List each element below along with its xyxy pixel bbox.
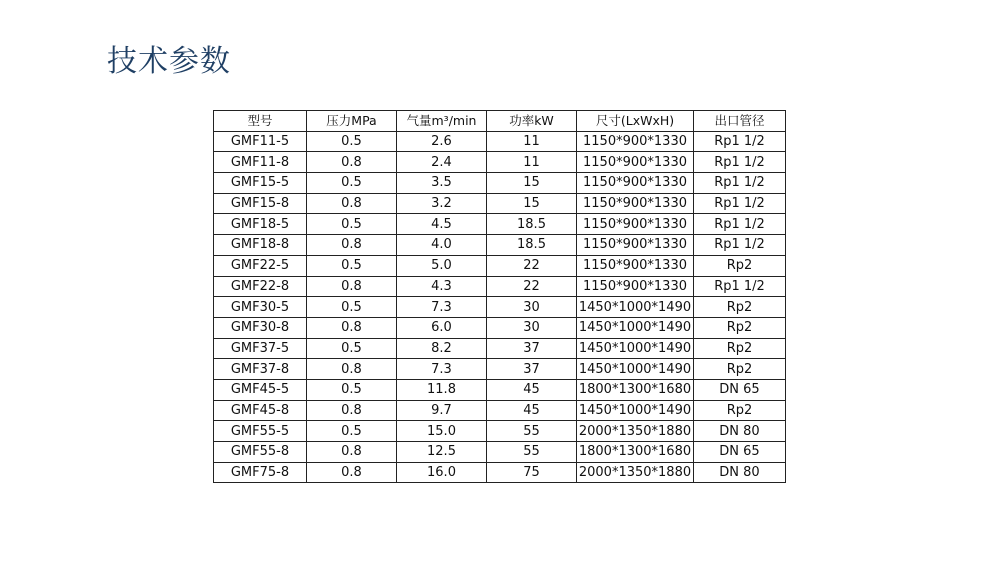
spec-table	[213, 110, 786, 483]
table-row	[214, 338, 786, 359]
cell-outlet-diameter: Rp1 1/2	[694, 214, 786, 235]
table-row	[214, 276, 786, 297]
cell-air-volume: 4.0	[397, 235, 487, 256]
table-row	[214, 193, 786, 214]
cell-power: 30	[487, 317, 577, 338]
cell-dimensions: 1150*900*1330	[577, 214, 694, 235]
cell-outlet-diameter: Rp2	[694, 317, 786, 338]
header-power: 功率kW	[487, 111, 577, 132]
table-row	[214, 359, 786, 380]
cell-power: 55	[487, 421, 577, 442]
cell-model: GMF11-8	[214, 152, 307, 173]
cell-pressure: 0.8	[307, 235, 397, 256]
cell-dimensions: 1150*900*1330	[577, 276, 694, 297]
cell-outlet-diameter: Rp1 1/2	[694, 235, 786, 256]
cell-air-volume: 3.2	[397, 193, 487, 214]
cell-air-volume: 4.5	[397, 214, 487, 235]
cell-dimensions: 1800*1300*1680	[577, 379, 694, 400]
cell-air-volume: 7.3	[397, 297, 487, 318]
cell-model: GMF15-8	[214, 193, 307, 214]
header-model: 型号	[214, 111, 307, 132]
cell-power: 45	[487, 400, 577, 421]
cell-power: 37	[487, 338, 577, 359]
cell-dimensions: 1450*1000*1490	[577, 297, 694, 318]
cell-outlet-diameter: Rp1 1/2	[694, 152, 786, 173]
cell-air-volume: 4.3	[397, 276, 487, 297]
cell-air-volume: 7.3	[397, 359, 487, 380]
cell-model: GMF45-5	[214, 379, 307, 400]
cell-model: GMF55-8	[214, 442, 307, 463]
cell-power: 75	[487, 462, 577, 483]
cell-outlet-diameter: Rp2	[694, 359, 786, 380]
cell-dimensions: 1450*1000*1490	[577, 317, 694, 338]
cell-outlet-diameter: Rp1 1/2	[694, 131, 786, 152]
cell-pressure: 0.5	[307, 173, 397, 194]
cell-pressure: 0.8	[307, 400, 397, 421]
cell-outlet-diameter: Rp1 1/2	[694, 173, 786, 194]
cell-pressure: 0.5	[307, 421, 397, 442]
table-row	[214, 317, 786, 338]
cell-power: 30	[487, 297, 577, 318]
cell-dimensions: 1450*1000*1490	[577, 400, 694, 421]
cell-dimensions: 2000*1350*1880	[577, 462, 694, 483]
cell-model: GMF45-8	[214, 400, 307, 421]
cell-outlet-diameter: DN 65	[694, 379, 786, 400]
cell-pressure: 0.5	[307, 379, 397, 400]
cell-model: GMF55-5	[214, 421, 307, 442]
cell-dimensions: 1150*900*1330	[577, 173, 694, 194]
table-row	[214, 421, 786, 442]
cell-outlet-diameter: DN 80	[694, 462, 786, 483]
page-title: 技术参数	[107, 44, 231, 79]
cell-model: GMF22-8	[214, 276, 307, 297]
cell-air-volume: 6.0	[397, 317, 487, 338]
cell-outlet-diameter: Rp2	[694, 297, 786, 318]
table-row	[214, 442, 786, 463]
cell-air-volume: 9.7	[397, 400, 487, 421]
cell-pressure: 0.8	[307, 442, 397, 463]
cell-air-volume: 3.5	[397, 173, 487, 194]
table-row	[214, 379, 786, 400]
header-air-volume: 气量m³/min	[397, 111, 487, 132]
cell-outlet-diameter: Rp2	[694, 400, 786, 421]
cell-dimensions: 1800*1300*1680	[577, 442, 694, 463]
cell-pressure: 0.5	[307, 255, 397, 276]
cell-power: 37	[487, 359, 577, 380]
cell-outlet-diameter: Rp1 1/2	[694, 276, 786, 297]
cell-model: GMF18-8	[214, 235, 307, 256]
cell-dimensions: 2000*1350*1880	[577, 421, 694, 442]
cell-air-volume: 11.8	[397, 379, 487, 400]
cell-dimensions: 1450*1000*1490	[577, 338, 694, 359]
cell-air-volume: 8.2	[397, 338, 487, 359]
cell-model: GMF22-5	[214, 255, 307, 276]
table-row	[214, 214, 786, 235]
cell-power: 15	[487, 193, 577, 214]
cell-model: GMF75-8	[214, 462, 307, 483]
cell-pressure: 0.5	[307, 338, 397, 359]
cell-air-volume: 15.0	[397, 421, 487, 442]
header-pressure: 压力MPa	[307, 111, 397, 132]
cell-pressure: 0.5	[307, 131, 397, 152]
cell-model: GMF15-5	[214, 173, 307, 194]
cell-pressure: 0.8	[307, 152, 397, 173]
cell-outlet-diameter: Rp2	[694, 338, 786, 359]
cell-outlet-diameter: Rp2	[694, 255, 786, 276]
table-row	[214, 131, 786, 152]
cell-outlet-diameter: DN 65	[694, 442, 786, 463]
cell-outlet-diameter: DN 80	[694, 421, 786, 442]
cell-air-volume: 5.0	[397, 255, 487, 276]
cell-model: GMF30-8	[214, 317, 307, 338]
cell-pressure: 0.5	[307, 297, 397, 318]
cell-pressure: 0.8	[307, 462, 397, 483]
cell-pressure: 0.8	[307, 317, 397, 338]
cell-dimensions: 1150*900*1330	[577, 255, 694, 276]
table-row	[214, 297, 786, 318]
table-row	[214, 152, 786, 173]
cell-pressure: 0.5	[307, 214, 397, 235]
cell-pressure: 0.8	[307, 276, 397, 297]
cell-dimensions: 1150*900*1330	[577, 193, 694, 214]
cell-power: 11	[487, 152, 577, 173]
cell-model: GMF11-5	[214, 131, 307, 152]
cell-dimensions: 1150*900*1330	[577, 152, 694, 173]
cell-air-volume: 12.5	[397, 442, 487, 463]
cell-power: 11	[487, 131, 577, 152]
header-outlet-diameter: 出口管径	[694, 111, 786, 132]
table-header-row	[214, 111, 786, 132]
cell-dimensions: 1150*900*1330	[577, 131, 694, 152]
table-row	[214, 462, 786, 483]
table-row	[214, 255, 786, 276]
cell-power: 22	[487, 276, 577, 297]
cell-power: 45	[487, 379, 577, 400]
table-row	[214, 173, 786, 194]
cell-dimensions: 1150*900*1330	[577, 235, 694, 256]
cell-air-volume: 16.0	[397, 462, 487, 483]
cell-air-volume: 2.4	[397, 152, 487, 173]
cell-air-volume: 2.6	[397, 131, 487, 152]
cell-power: 55	[487, 442, 577, 463]
cell-pressure: 0.8	[307, 193, 397, 214]
cell-dimensions: 1450*1000*1490	[577, 359, 694, 380]
cell-model: GMF30-5	[214, 297, 307, 318]
header-dimensions: 尺寸(LxWxH)	[577, 111, 694, 132]
cell-model: GMF18-5	[214, 214, 307, 235]
cell-model: GMF37-5	[214, 338, 307, 359]
table-row	[214, 235, 786, 256]
cell-power: 22	[487, 255, 577, 276]
cell-outlet-diameter: Rp1 1/2	[694, 193, 786, 214]
cell-pressure: 0.8	[307, 359, 397, 380]
spec-table-body	[214, 131, 786, 483]
cell-power: 18.5	[487, 235, 577, 256]
cell-power: 15	[487, 173, 577, 194]
table-row	[214, 400, 786, 421]
cell-power: 18.5	[487, 214, 577, 235]
cell-model: GMF37-8	[214, 359, 307, 380]
